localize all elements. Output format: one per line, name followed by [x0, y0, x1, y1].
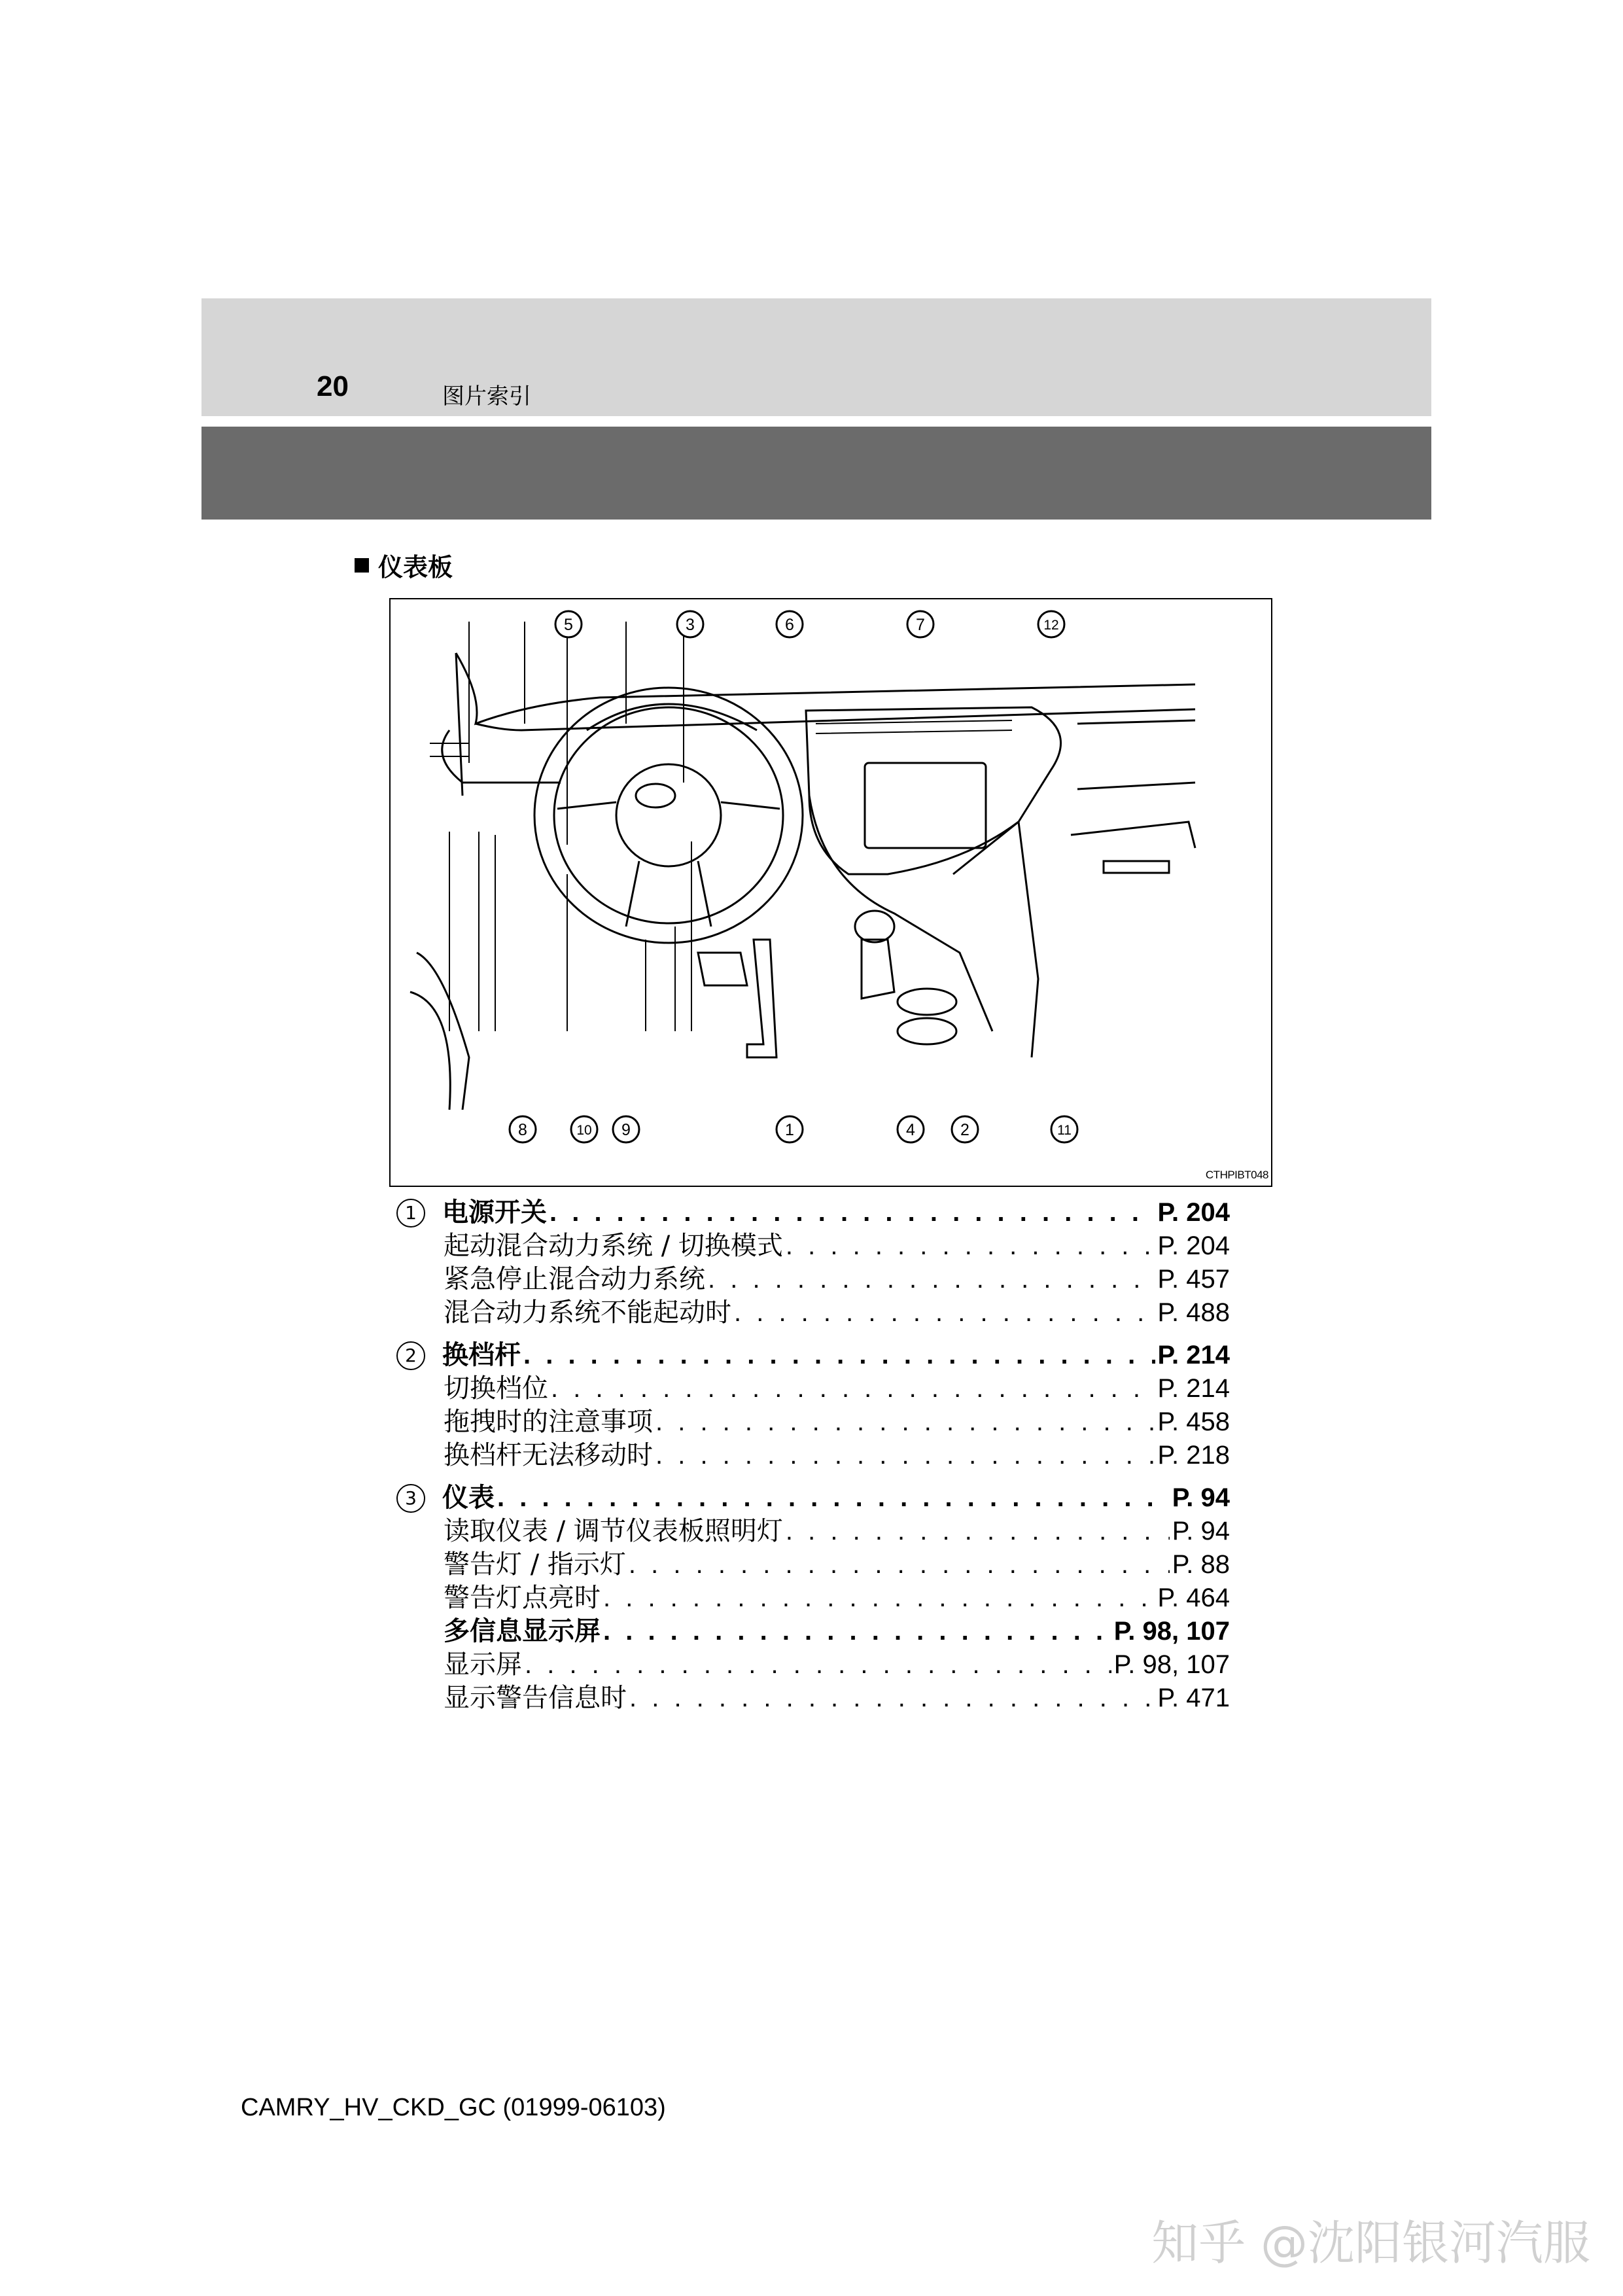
callout-layer	[391, 599, 1271, 1186]
leader-dots	[708, 1263, 1155, 1296]
callout-label: 1	[785, 1121, 794, 1139]
callout-label: 12	[1043, 618, 1059, 633]
leader-dots	[603, 1615, 1111, 1648]
callout-label: 10	[576, 1123, 592, 1138]
subentry-text: 拖拽时的注意事项	[444, 1407, 653, 1437]
callout-11	[1051, 1116, 1077, 1142]
dashboard-illustration	[389, 598, 1272, 1187]
index-subentry[interactable]	[393, 1405, 1230, 1439]
index-entry[interactable]	[393, 1339, 1230, 1372]
index-group	[393, 1481, 1230, 1715]
leader-dots	[629, 1682, 1155, 1715]
entry-title: 仪表	[442, 1483, 495, 1513]
page-ref: P. 218	[1157, 1441, 1230, 1470]
index-subentry[interactable]	[393, 1296, 1230, 1330]
index-subentry[interactable]	[393, 1229, 1230, 1263]
callout-label: 9	[621, 1121, 631, 1139]
index-subentry[interactable]	[393, 1581, 1230, 1615]
leader-dots	[497, 1481, 1170, 1515]
page-ref: P. 214	[1157, 1341, 1230, 1369]
callout-label: 6	[785, 616, 794, 634]
callout-9	[613, 1116, 639, 1142]
leader-dots	[550, 1196, 1155, 1229]
leader-dots	[629, 1548, 1170, 1581]
index-subheading[interactable]	[393, 1615, 1230, 1648]
leader-dots	[523, 1339, 1155, 1372]
page-ref: P. 88	[1172, 1550, 1230, 1579]
page-ref: P. 94	[1172, 1483, 1230, 1512]
leader-dots	[525, 1648, 1111, 1682]
subentry-text: 换档杆无法移动时	[444, 1440, 653, 1470]
index-group	[393, 1196, 1230, 1330]
callout-5	[555, 611, 582, 637]
callout-label: 3	[686, 616, 695, 634]
callout-3	[677, 611, 703, 637]
figure-code: CTHPIBT048	[1205, 1169, 1268, 1181]
subentry-text: 起动混合动力系统 / 切换模式	[444, 1231, 783, 1261]
page-ref: P. 94	[1172, 1517, 1230, 1545]
square-bullet-icon	[355, 558, 369, 573]
page-number: 20	[317, 370, 349, 402]
item-number: 3	[396, 1484, 425, 1513]
watermark: 知乎 @沈阳银河汽服	[1151, 2216, 1590, 2270]
page-ref: P. 471	[1157, 1684, 1230, 1712]
page-ref: P. 488	[1157, 1298, 1230, 1327]
leader-dots	[603, 1581, 1155, 1615]
page-ref: P. 204	[1157, 1198, 1230, 1227]
subentry-text: 警告灯点亮时	[444, 1583, 601, 1613]
entry-title: 换档杆	[442, 1340, 521, 1370]
index-subentry[interactable]	[393, 1439, 1230, 1472]
index-subentry[interactable]	[393, 1263, 1230, 1296]
index-list	[393, 1196, 1230, 1724]
callout-4	[898, 1116, 924, 1142]
subheading-text: 仪表板	[378, 553, 453, 582]
callout-1	[777, 1116, 803, 1142]
callout-label: 8	[518, 1121, 527, 1139]
callout-8	[510, 1116, 536, 1142]
subentry-text: 读取仪表 / 调节仪表板照明灯	[444, 1516, 783, 1546]
subentry-text: 切换档位	[444, 1373, 548, 1404]
header-band	[201, 298, 1431, 416]
callout-12	[1038, 611, 1064, 637]
page-ref: P. 214	[1157, 1374, 1230, 1403]
index-subentry[interactable]	[393, 1682, 1230, 1715]
page-ref: P. 458	[1157, 1407, 1230, 1436]
callout-label: 4	[906, 1121, 915, 1139]
callout-label: 5	[564, 616, 573, 634]
callout-label: 2	[960, 1121, 969, 1139]
subentry-text: 混合动力系统不能起动时	[444, 1298, 731, 1328]
chapter-band	[201, 427, 1431, 520]
callout-10	[571, 1116, 597, 1142]
leader-dots	[551, 1372, 1155, 1405]
document-code: CAMRY_HV_CKD_GC (01999-06103)	[241, 2094, 666, 2121]
callout-6	[777, 611, 803, 637]
index-entry[interactable]	[393, 1196, 1230, 1229]
leader-dots	[655, 1405, 1155, 1439]
subentry-text: 紧急停止混合动力系统	[444, 1264, 705, 1294]
page-ref: P. 464	[1157, 1583, 1230, 1612]
callout-label: 7	[916, 616, 925, 634]
index-subentry[interactable]	[393, 1372, 1230, 1405]
entry-title: 电源开关	[442, 1197, 547, 1227]
subentry-text: 显示屏	[444, 1650, 522, 1680]
index-entry[interactable]	[393, 1481, 1230, 1515]
leader-dots	[786, 1515, 1170, 1548]
leader-dots	[786, 1229, 1155, 1263]
item-number: 1	[396, 1199, 425, 1227]
callout-2	[952, 1116, 978, 1142]
page-ref: P. 204	[1157, 1231, 1230, 1260]
subentry-text: 警告灯 / 指示灯	[444, 1549, 626, 1580]
page-ref: P. 98, 107	[1113, 1650, 1230, 1679]
item-number: 2	[396, 1341, 425, 1370]
leader-dots	[734, 1296, 1155, 1330]
subheading	[355, 547, 453, 583]
subheading-title: 多信息显示屏	[444, 1616, 601, 1646]
page-ref: P. 98, 107	[1113, 1617, 1230, 1646]
index-group	[393, 1339, 1230, 1472]
index-subentry[interactable]	[393, 1548, 1230, 1581]
index-subentry[interactable]	[393, 1648, 1230, 1682]
page-ref: P. 457	[1157, 1265, 1230, 1294]
section-title: 图片索引	[442, 383, 531, 410]
callout-7	[907, 611, 934, 637]
callout-label: 11	[1057, 1123, 1072, 1138]
index-subentry[interactable]	[393, 1515, 1230, 1548]
subentry-text: 显示警告信息时	[444, 1683, 627, 1713]
leader-dots	[655, 1439, 1155, 1472]
